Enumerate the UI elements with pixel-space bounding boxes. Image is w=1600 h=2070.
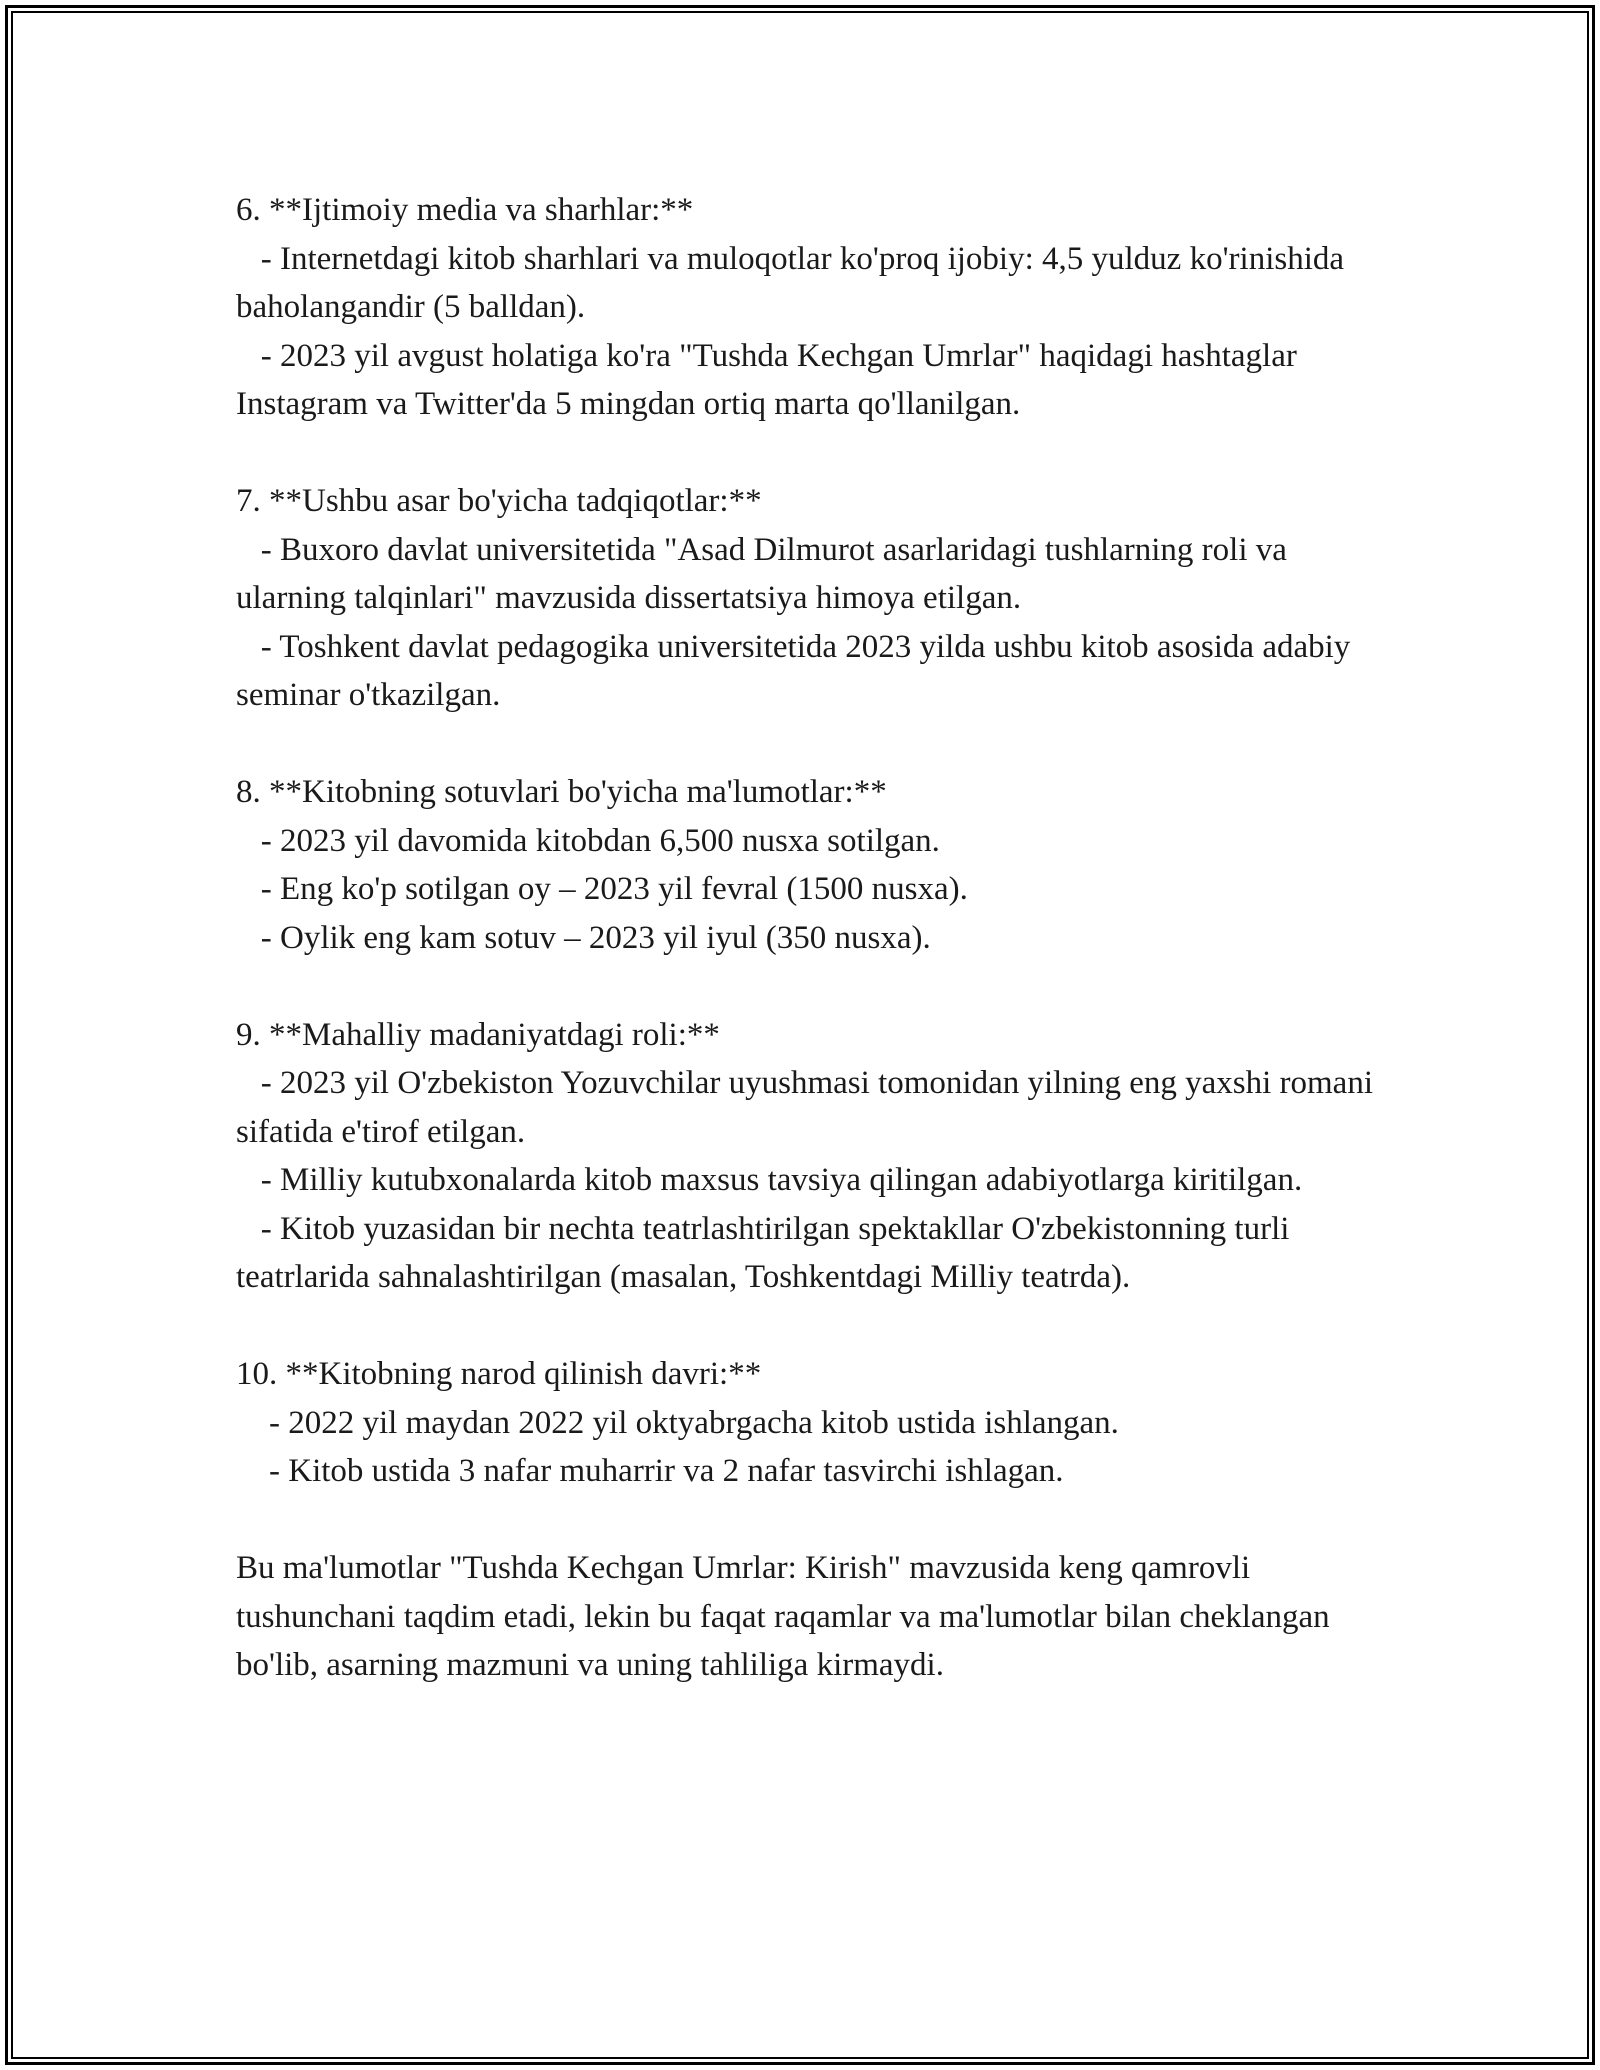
list-item: - 2023 yil O'zbekiston Yozuvchilar uyushmasi tomonidan yilning eng yaxshi romani sifatida e'tirof etilgan.	[236, 1065, 1382, 1150]
list-item: - Kitob yuzasidan bir nechta teatrlashtirilgan spektakllar O'zbekistonning turli teatrlarida sahnalashtirilgan (masalan, Toshkentdagi Milliy teatrda).	[236, 1210, 1298, 1295]
section-heading: 8. **Kitobning sotuvlari bo'yicha ma'lumotlar:**	[236, 774, 887, 810]
conclusion-section	[236, 1544, 1396, 1690]
section-heading: 10. **Kitobning narod qilinish davri:**	[236, 1356, 762, 1392]
list-item: - Internetdagi kitob sharhlari va muloqotlar ko'proq ijobiy: 4,5 yulduz ko'rinishida baholangandir (5 balldan).	[236, 240, 1353, 325]
section-heading: 7. **Ushbu asar bo'yicha tadqiqotlar:**	[236, 483, 762, 519]
section-heading: 6. **Ijtimoiy media va sharhlar:**	[236, 192, 694, 228]
list-item: - Toshkent davlat pedagogika universitetida 2023 yilda ushbu kitob asosida adabiy seminar o'tkazilgan.	[236, 628, 1359, 713]
list-item: - Eng ko'p sotilgan oy – 2023 yil fevral (1500 nusxa).	[236, 871, 968, 907]
section-research	[236, 477, 1396, 720]
list-item: - 2022 yil maydan 2022 yil oktyabrgacha kitob ustida ishlangan.	[236, 1404, 1119, 1441]
list-item: - Milliy kutubxonalarda kitob maxsus tavsiya qilingan adabiyotlarga kiritilgan.	[236, 1162, 1303, 1198]
list-item: - Kitob ustida 3 nafar muharrir va 2 nafar tasvirchi ishlagan.	[236, 1453, 1064, 1489]
section-sales	[236, 768, 1396, 962]
conclusion-paragraph: Bu ma'lumotlar "Tushda Kechgan Umrlar: Kirish" mavzusida keng qamrovli tushunchani taqdim etadi, lekin bu faqat raqamlar va ma'lumotlar bilan cheklangan bo'lib, asarning mazmuni va uning tahliliga kirmaydi.	[236, 1550, 1338, 1683]
section-heading: 9. **Mahalliy madaniyatdagi roli:**	[236, 1016, 720, 1053]
section-local-culture	[236, 1011, 1396, 1302]
section-production-period	[236, 1350, 1396, 1496]
list-item: - 2023 yil davomida kitobdan 6,500 nusxa sotilgan.	[236, 822, 940, 859]
list-item: - Oylik eng kam sotuv – 2023 yil iyul (350 nusxa).	[236, 919, 931, 956]
list-item: - 2023 yil avgust holatiga ko'ra "Tushda Kechgan Umrlar" haqidagi hashtaglar Instagram va Twitter'da 5 mingdan ortiq marta qo'llanilgan.	[236, 337, 1306, 422]
document-body	[236, 186, 1396, 1690]
list-item: - Buxoro davlat universitetida "Asad Dilmurot asarlaridagi tushlarning roli va ularning talqinlari" mavzusida dissertatsiya himoya etilgan.	[236, 531, 1296, 616]
section-social-media	[236, 186, 1396, 429]
